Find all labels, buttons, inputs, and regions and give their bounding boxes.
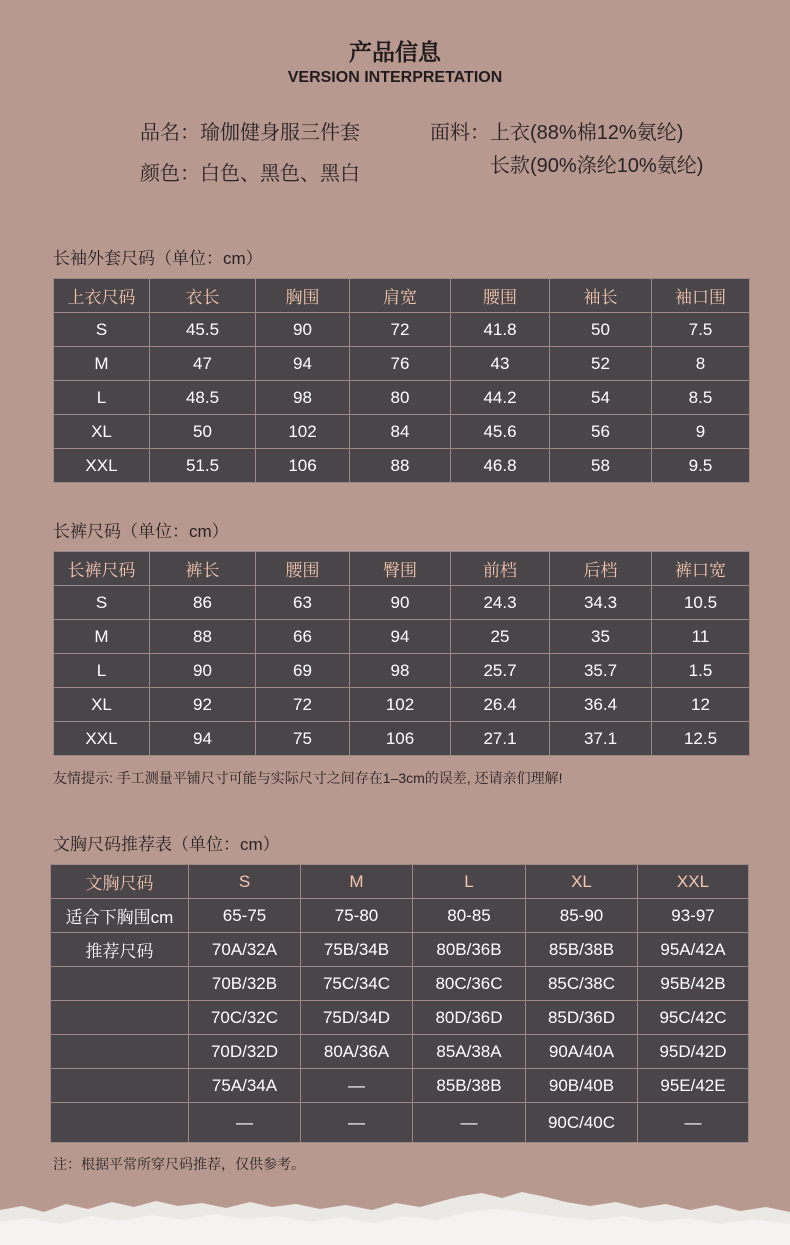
bra-header-cell: L: [413, 865, 526, 899]
jacket-header-cell: 衣长: [150, 279, 256, 313]
table-cell: 90C/40C: [526, 1103, 638, 1143]
table-cell: —: [301, 1069, 413, 1103]
table-row: [54, 586, 750, 620]
table-cell: 98: [350, 654, 451, 688]
table-cell: 80A/36A: [301, 1035, 413, 1069]
table-cell: 102: [350, 688, 451, 722]
table-cell: 56: [550, 415, 652, 449]
table-row: [51, 1103, 749, 1143]
table-cell: 52: [550, 347, 652, 381]
table-cell: 85C/38C: [526, 967, 638, 1001]
bra-table-head: [51, 865, 749, 899]
bra-table-body: [51, 899, 749, 1143]
product-name-value: 瑜伽健身服三件套: [200, 122, 360, 144]
table-cell: 41.8: [451, 313, 550, 347]
table-cell: 94: [350, 620, 451, 654]
jacket-size-table: [53, 278, 750, 483]
table-cell: 94: [256, 347, 350, 381]
table-cell: 95A/42A: [638, 933, 749, 967]
product-colors-value: 白色、黑色、黑白: [200, 163, 360, 185]
table-cell: 44.2: [451, 381, 550, 415]
table-cell: 98: [256, 381, 350, 415]
table-cell: 75B/34B: [301, 933, 413, 967]
pants-header-cell: 裤长: [150, 552, 256, 586]
table-row: [51, 933, 749, 967]
table-cell: 70D/32D: [189, 1035, 301, 1069]
product-colors: [140, 162, 360, 186]
table-cell: 75A/34A: [189, 1069, 301, 1103]
table-cell: 95E/42E: [638, 1069, 749, 1103]
table-cell: 88: [150, 620, 256, 654]
table-cell: 70A/32A: [189, 933, 301, 967]
table-cell: 90: [350, 586, 451, 620]
table-cell: 72: [256, 688, 350, 722]
table-cell: 102: [256, 415, 350, 449]
pants-header-cell: 臀围: [350, 552, 451, 586]
table-cell: 45.5: [150, 313, 256, 347]
table-cell: 92: [150, 688, 256, 722]
fabric-top-value: 上衣(88%棉12%氨纶): [490, 122, 684, 144]
bra-header-cell: M: [301, 865, 413, 899]
table-cell: 45.6: [451, 415, 550, 449]
table-row: [51, 899, 749, 933]
table-cell: 85B/38B: [526, 933, 638, 967]
row-label-cell: XXL: [54, 722, 150, 756]
table-cell: 35.7: [550, 654, 652, 688]
table-row: [54, 620, 750, 654]
table-cell: 90A/40A: [526, 1035, 638, 1069]
pants-header-cell: 腰围: [256, 552, 350, 586]
table-row: [54, 688, 750, 722]
bra-header-row: [51, 865, 749, 899]
pants-header-cell: 后档: [550, 552, 652, 586]
jacket-header-cell: 袖长: [550, 279, 652, 313]
table-cell: 25: [451, 620, 550, 654]
jacket-section-title: 长袖外套尺码（单位：cm）: [53, 249, 263, 268]
table-cell: 85B/38B: [413, 1069, 526, 1103]
table-cell: —: [413, 1103, 526, 1143]
table-cell: 47: [150, 347, 256, 381]
row-label-cell: XXL: [54, 449, 150, 483]
table-cell: 80D/36D: [413, 1001, 526, 1035]
table-cell: 80C/36C: [413, 967, 526, 1001]
table-cell: 46.8: [451, 449, 550, 483]
bra-size-table: [50, 864, 749, 1143]
table-cell: 75C/34C: [301, 967, 413, 1001]
row-label-cell: M: [54, 620, 150, 654]
jacket-header-cell: 腰围: [451, 279, 550, 313]
table-cell: —: [638, 1103, 749, 1143]
table-cell: 50: [550, 313, 652, 347]
page-subtitle: VERSION INTERPRETATION: [287, 69, 503, 86]
row-label-cell: 推荐尺码: [51, 933, 189, 967]
table-cell: 75: [256, 722, 350, 756]
table-cell: 58: [550, 449, 652, 483]
table-row: [51, 1001, 749, 1035]
table-cell: 1.5: [652, 654, 750, 688]
product-name: [140, 121, 360, 145]
product-colors-label: 颜色：: [140, 163, 200, 185]
table-cell: 9: [652, 415, 750, 449]
fabric-long-value: 长款(90%涤纶10%氨纶): [490, 155, 704, 177]
bra-header-cell: XL: [526, 865, 638, 899]
row-label-cell: [51, 1035, 189, 1069]
table-cell: 75-80: [301, 899, 413, 933]
table-row: [51, 1069, 749, 1103]
table-row: [51, 967, 749, 1001]
table-cell: 80B/36B: [413, 933, 526, 967]
table-cell: 65-75: [189, 899, 301, 933]
table-cell: 88: [350, 449, 451, 483]
table-cell: 50: [150, 415, 256, 449]
table-cell: 80-85: [413, 899, 526, 933]
footnote: 注：根据平常所穿尺码推荐，仅供参考。: [53, 1156, 305, 1172]
measurement-tip: 友情提示: 手工测量平铺尺寸可能与实际尺寸之间存在1–3cm的误差, 还请亲们理解!: [53, 770, 563, 786]
table-cell: 26.4: [451, 688, 550, 722]
pants-header-cell: 长裤尺码: [54, 552, 150, 586]
table-row: [54, 449, 750, 483]
table-cell: 66: [256, 620, 350, 654]
table-cell: 9.5: [652, 449, 750, 483]
row-label-cell: [51, 967, 189, 1001]
jacket-header-row: [54, 279, 750, 313]
table-cell: 8: [652, 347, 750, 381]
table-cell: 84: [350, 415, 451, 449]
table-cell: 27.1: [451, 722, 550, 756]
table-cell: 51.5: [150, 449, 256, 483]
table-cell: 75D/34D: [301, 1001, 413, 1035]
row-label-cell: S: [54, 586, 150, 620]
table-cell: 63: [256, 586, 350, 620]
jacket-header-cell: 胸围: [256, 279, 350, 313]
table-cell: 106: [256, 449, 350, 483]
table-cell: 93-97: [638, 899, 749, 933]
row-label-cell: L: [54, 654, 150, 688]
table-cell: 86: [150, 586, 256, 620]
table-cell: 85A/38A: [413, 1035, 526, 1069]
pants-section-title: 长裤尺码（单位：cm）: [53, 522, 229, 541]
table-cell: 54: [550, 381, 652, 415]
table-cell: 95B/42B: [638, 967, 749, 1001]
table-cell: —: [301, 1103, 413, 1143]
row-label-cell: [51, 1001, 189, 1035]
row-label-cell: XL: [54, 415, 150, 449]
table-row: [54, 347, 750, 381]
fabric-label: 面料：: [430, 122, 490, 144]
table-cell: 70C/32C: [189, 1001, 301, 1035]
row-label-cell: XL: [54, 688, 150, 722]
table-cell: 106: [350, 722, 451, 756]
jacket-header-cell: 肩宽: [350, 279, 451, 313]
table-cell: 10.5: [652, 586, 750, 620]
row-label-cell: L: [54, 381, 150, 415]
row-label-cell: M: [54, 347, 150, 381]
table-cell: 12.5: [652, 722, 750, 756]
row-label-cell: 适合下胸围cm: [51, 899, 189, 933]
table-cell: 8.5: [652, 381, 750, 415]
table-cell: 90B/40B: [526, 1069, 638, 1103]
row-label-cell: S: [54, 313, 150, 347]
bra-header-cell: S: [189, 865, 301, 899]
jacket-header-cell: 上衣尺码: [54, 279, 150, 313]
table-cell: 69: [256, 654, 350, 688]
page-title: 产品信息: [349, 39, 441, 65]
table-cell: 94: [150, 722, 256, 756]
pants-header-cell: 裤口宽: [652, 552, 750, 586]
jacket-header-cell: 袖口围: [652, 279, 750, 313]
jacket-table-body: [54, 313, 750, 483]
table-row: [54, 415, 750, 449]
pants-table-body: [54, 586, 750, 756]
product-name-label: 品名：: [140, 122, 200, 144]
table-row: [51, 1035, 749, 1069]
row-label-cell: [51, 1103, 189, 1143]
table-cell: 35: [550, 620, 652, 654]
table-cell: 48.5: [150, 381, 256, 415]
torn-paper-edge: [0, 1185, 790, 1245]
table-cell: 85-90: [526, 899, 638, 933]
table-cell: 85D/36D: [526, 1001, 638, 1035]
table-cell: 11: [652, 620, 750, 654]
bra-section-title: 文胸尺码推荐表（单位：cm）: [53, 835, 280, 854]
pants-size-table: [53, 551, 750, 756]
table-row: [54, 381, 750, 415]
table-cell: 76: [350, 347, 451, 381]
table-cell: 7.5: [652, 313, 750, 347]
table-cell: 12: [652, 688, 750, 722]
table-cell: 80: [350, 381, 451, 415]
table-cell: —: [189, 1103, 301, 1143]
row-label-cell: [51, 1069, 189, 1103]
table-row: [54, 722, 750, 756]
jacket-table-head: [54, 279, 750, 313]
table-cell: 36.4: [550, 688, 652, 722]
pants-header-row: [54, 552, 750, 586]
bra-header-cell: XXL: [638, 865, 749, 899]
pants-header-cell: 前档: [451, 552, 550, 586]
bra-header-cell: 文胸尺码: [51, 865, 189, 899]
table-cell: 72: [350, 313, 451, 347]
table-cell: 70B/32B: [189, 967, 301, 1001]
table-cell: 34.3: [550, 586, 652, 620]
table-row: [54, 654, 750, 688]
table-cell: 90: [256, 313, 350, 347]
table-cell: 37.1: [550, 722, 652, 756]
table-cell: 25.7: [451, 654, 550, 688]
table-cell: 90: [150, 654, 256, 688]
table-cell: 43: [451, 347, 550, 381]
table-cell: 24.3: [451, 586, 550, 620]
table-row: [54, 313, 750, 347]
table-cell: 95D/42D: [638, 1035, 749, 1069]
fabric-top: [430, 121, 683, 145]
pants-table-head: [54, 552, 750, 586]
table-cell: 95C/42C: [638, 1001, 749, 1035]
